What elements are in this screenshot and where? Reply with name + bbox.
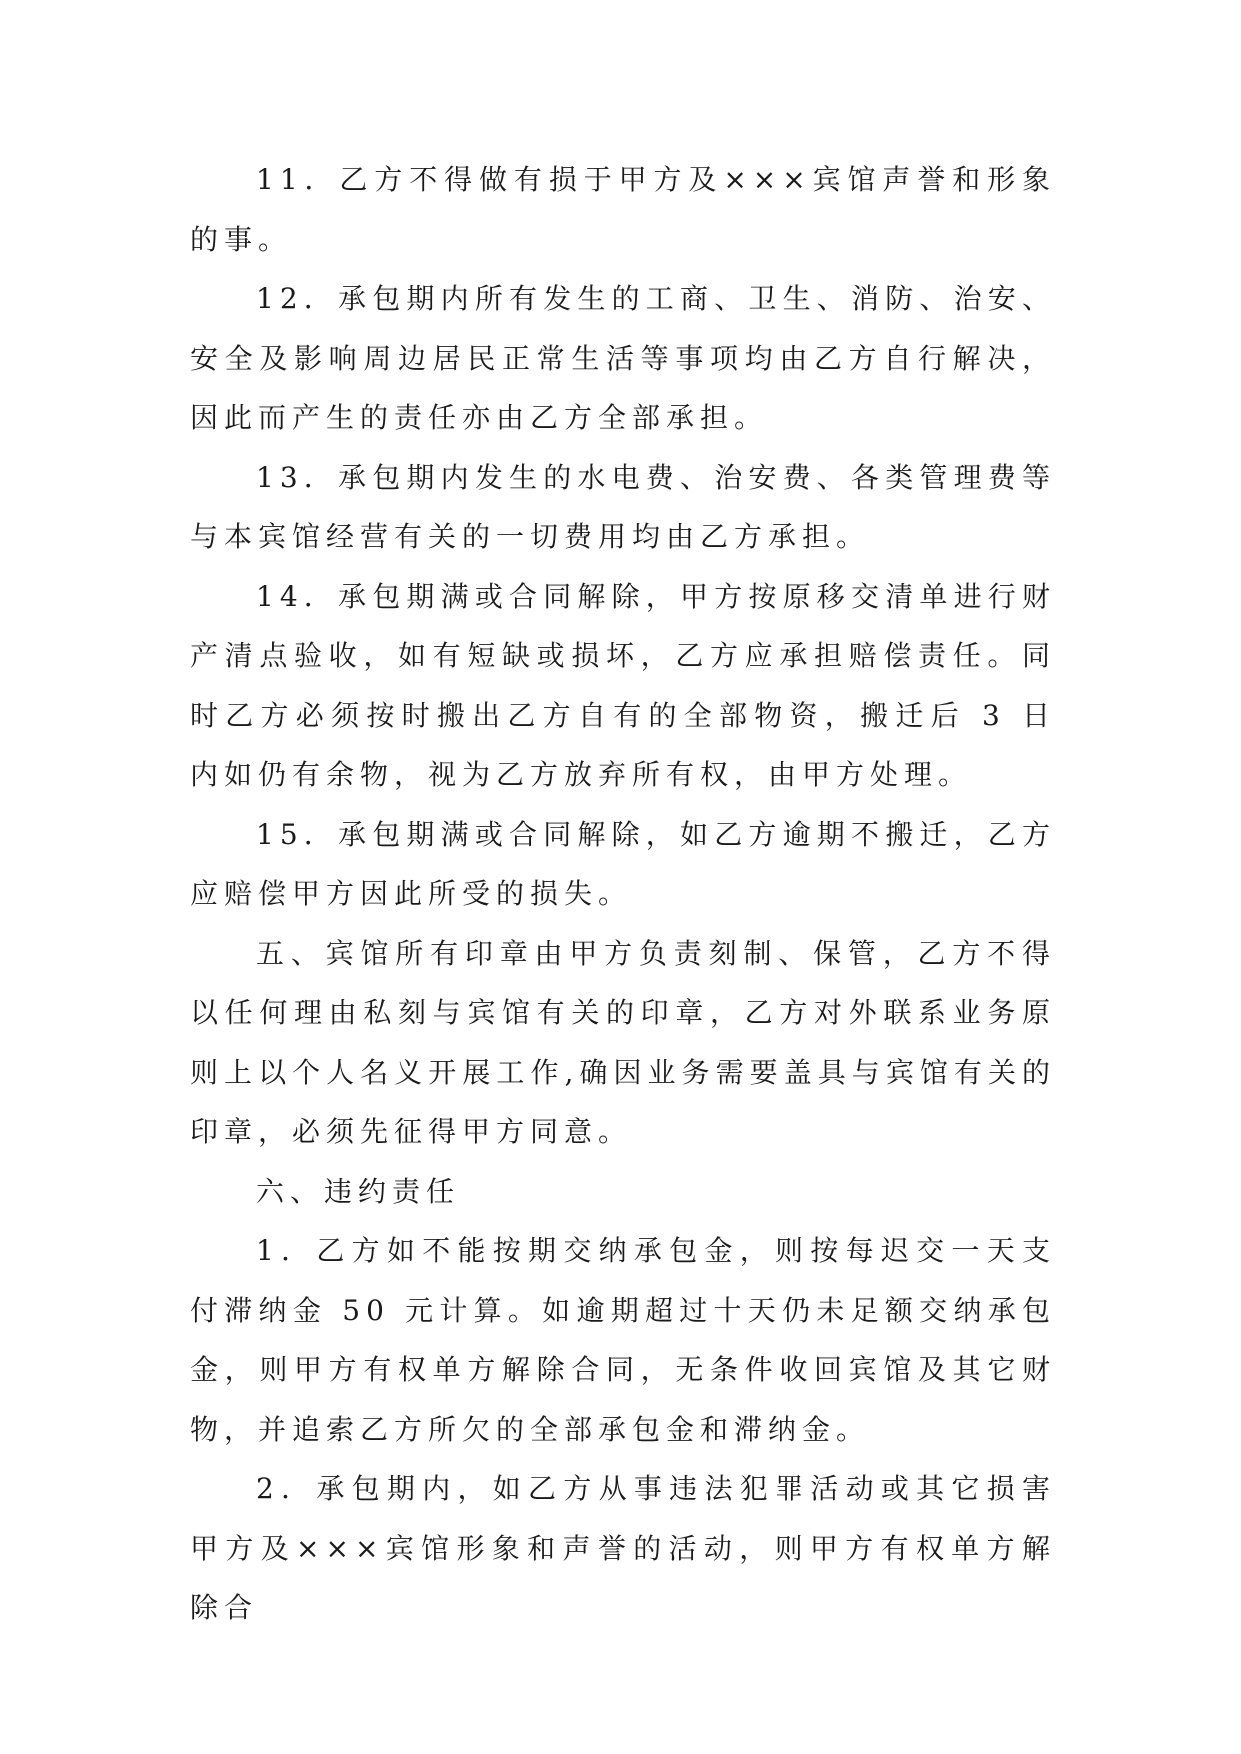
liability-clause-2: 2．承包期内，如乙方从事违法犯罪活动或其它损害甲方及×××宾馆形象和声誉的活动，则甲方有权单方解除合 xyxy=(190,1472,1056,1624)
liability-clause-1: 1．乙方如不能按期交纳承包金，则按每迟交一天支付滞纳金 50 元计算。如逾期超过十天仍未足额交纳承包金，则甲方有权单方解除合同，无条件收回宾馆及其它财物，并追索乙方所欠的全部承包金和滞纳金。 xyxy=(190,1234,1056,1446)
clause-11: 11．乙方不得做有损于甲方及×××宾馆声誉和形象的事。 xyxy=(190,163,1056,256)
section-5-seals: 五、宾馆所有印章由甲方负责刻制、保管，乙方不得以任何理由私刻与宾馆有关的印章，乙方对外联系业务原则上以个人名义开展工作,确因业务需要盖具与宾馆有关的印章，必须先征得甲方同意。 xyxy=(190,936,1056,1148)
section-6-heading: 六、违约责任 xyxy=(256,1174,461,1208)
clause-15: 15．承包期满或合同解除，如乙方逾期不搬迁，乙方应赔偿甲方因此所受的损失。 xyxy=(190,817,1056,910)
document-body xyxy=(190,150,1056,1638)
clause-12: 12．承包期内所有发生的工商、卫生、消防、治安、安全及影响周边居民正常生活等事项均由乙方自行解决，因此而产生的责任亦由乙方全部承担。 xyxy=(190,282,1056,434)
clause-14: 14．承包期满或合同解除，甲方按原移交清单进行财产清点验收，如有短缺或损坏，乙方应承担赔偿责任。同时乙方必须按时搬出乙方自有的全部物资，搬迁后 3 日内如仍有余物，视为乙方放弃所有权，由甲方处理。 xyxy=(190,579,1056,791)
clause-13: 13．承包期内发生的水电费、治安费、各类管理费等与本宾馆经营有关的一切费用均由乙方承担。 xyxy=(190,460,1056,553)
